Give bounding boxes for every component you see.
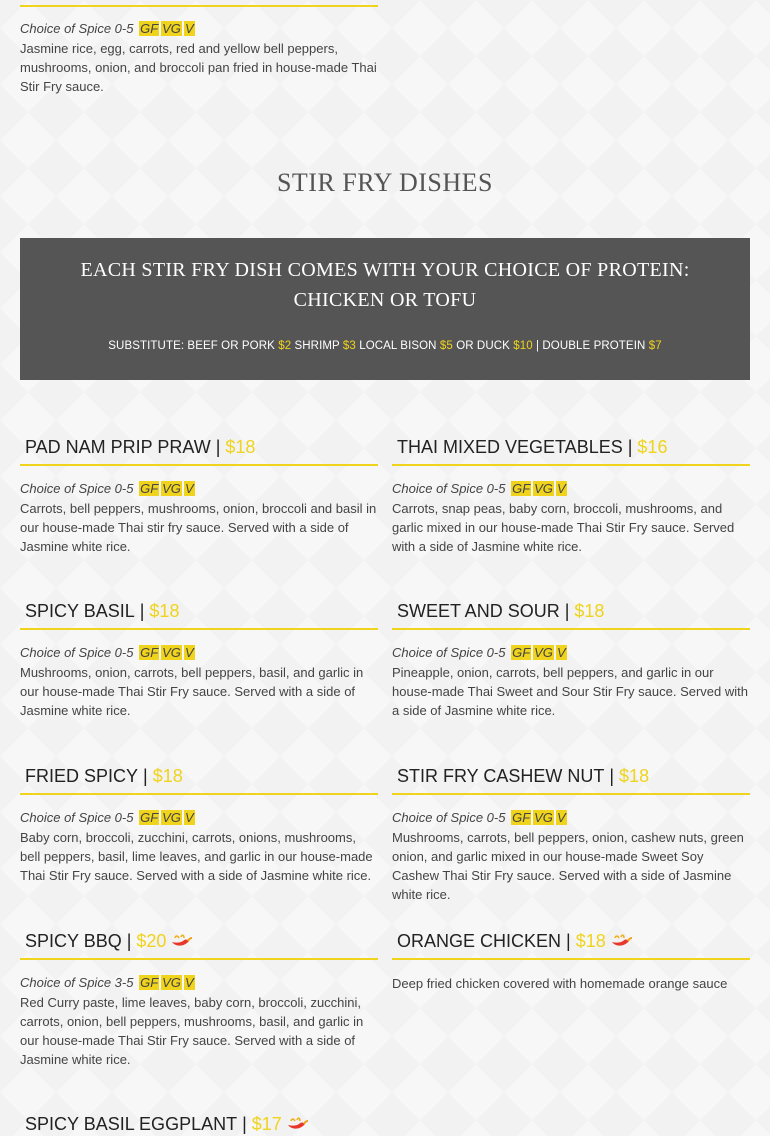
item-price: $20 [136,931,167,951]
item-name: ORANGE CHICKEN [397,931,562,951]
vg-tag: VG [534,810,553,825]
item-title [20,764,378,788]
sub-price: $7 [648,340,662,352]
v-tag: V [556,481,566,496]
sub-price: $2 [278,340,292,352]
v-tag: V [184,481,194,496]
item-title [20,929,378,953]
item-title [20,599,378,623]
item-description: Mushrooms, carrots, bell peppers, onion, cashew nuts, green onion, and garlic mixed in our house-made Sweet Soy Cashew Thai Stir Fry sauce. Served with a side of Jasmine white rice. [392,830,744,902]
menu-item [20,929,378,1069]
item-description: Pineapple, onion, carrots, bell peppers, and garlic in our house-made Thai Sweet and Sour Stir Fry sauce. Served with a side of Jasmine white rice. [392,665,748,718]
spice-prefix: Choice of Spice 0-5 [20,481,134,496]
item-price: $18 [152,766,183,786]
item-title [392,764,750,788]
item-name: FRIED SPICY [25,766,139,786]
separator: | [215,437,221,457]
item-rule [20,958,378,960]
menu-item [20,1112,378,1136]
item-rule [20,793,378,795]
item-description: Deep fried chicken covered with homemade orange sauce [392,976,728,991]
separator: | [143,766,148,786]
item-rule [392,793,750,795]
item-description: Mushrooms, onion, carrots, bell peppers, basil, and garlic in our house-made Thai Stir Fry sauce. Served with a side of Jasmine white rice. [20,665,364,718]
spice-prefix: Choice of Spice 0-5 [392,645,506,660]
spice-prefix: Choice of Spice 0-5 [20,21,134,36]
separator: | [609,766,615,786]
vg-tag: VG [162,975,181,990]
spice-prefix: Choice of Spice 0-5 [392,810,506,825]
item-price: $18 [619,766,650,786]
vg-tag: VG [534,645,553,660]
separator: | [139,601,145,621]
spice-prefix: Choice of Spice 0-5 [392,481,506,496]
gf-tag: GF [140,975,159,990]
gf-tag: GF [140,645,159,660]
spice-level [20,480,378,498]
spice-level [20,20,378,38]
separator: | [627,437,633,457]
separator: | [566,931,571,951]
menu-item [392,764,750,904]
top-menu-item [20,20,378,96]
v-tag: V [184,975,194,990]
gf-tag: GF [140,21,159,36]
separator: | [126,931,132,951]
item-price: $17 [251,1114,282,1134]
item-price: $18 [225,437,256,457]
chili-pepper-icon [169,933,193,949]
v-tag: V [184,810,194,825]
item-description: Carrots, snap peas, baby corn, broccoli, mushrooms, and garlic mixed in our house-made Thai Stir Fry sauce. Served with a side of Jasmine white rice. [392,501,735,554]
item-name: STIR FRY CASHEW NUT [397,766,605,786]
menu-item [20,764,378,885]
spice-level [20,974,378,992]
vg-tag: VG [162,21,181,36]
item-rule [392,628,750,630]
gf-tag: GF [140,810,159,825]
item-price: $18 [575,931,606,951]
item-rule [392,958,750,960]
top-item-rule [20,5,378,7]
item-title [392,599,750,623]
menu-item [20,599,378,720]
menu-item [20,435,378,556]
item-rule [20,464,378,466]
gf-tag: GF [512,645,531,660]
item-description: Red Curry paste, lime leaves, baby corn, broccoli, zucchini, carrots, onion, bell peppers, mushrooms, basil, and garlic in our house-made Thai Stir Fry sauce. Served with a side of Jasmine white rice. [20,995,364,1067]
item-name: SPICY BASIL EGGPLANT [25,1114,238,1134]
vg-tag: VG [162,810,181,825]
item-name: THAI MIXED VEGETABLES [397,437,623,457]
spice-level [392,809,750,827]
item-price: $18 [574,601,605,621]
chili-pepper-icon [285,1116,309,1132]
spice-level [392,480,750,498]
item-title [392,929,750,953]
spice-level [20,809,378,827]
sub-price: $3 [342,340,356,352]
vg-tag: VG [534,481,553,496]
banner-heading: EACH STIR FRY DISH COMES WITH YOUR CHOICE OF PROTEIN: CHICKEN OR TOFU [80,259,690,311]
spice-prefix: Choice of Spice 0-5 [20,810,134,825]
v-tag: V [184,645,194,660]
item-description: Carrots, bell peppers, mushrooms, onion, broccoli and basil in our house-made Thai stir fry sauce. Served with a side of Jasmine white rice. [20,501,377,554]
item-description: Jasmine rice, egg, carrots, red and yellow bell peppers, mushrooms, onion, and broccoli pan fried in house-made Thai Stir Fry sauce. [20,41,377,94]
item-rule [392,464,750,466]
gf-tag: GF [512,810,531,825]
sub-text: OR DUCK [456,340,510,352]
spice-prefix: Choice of Spice 3-5 [20,975,134,990]
v-tag: V [556,645,566,660]
menu-item [392,599,750,720]
sub-price: $5 [439,340,453,352]
item-price: $16 [637,437,668,457]
v-tag: V [184,21,194,36]
menu-item [392,435,750,556]
item-description: Baby corn, broccoli, zucchini, carrots, onions, mushrooms, bell peppers, basil, lime leaves, and garlic in our house-made Thai Stir Fry sauce. Served with a side of Jasmine white rice. [20,830,373,883]
item-title [20,1112,378,1136]
vg-tag: VG [162,645,181,660]
spice-level [392,644,750,662]
separator: | [242,1114,247,1134]
vg-tag: VG [162,481,181,496]
gf-tag: GF [140,481,159,496]
section-title: STIR FRY DISHES [276,168,494,197]
sub-price: $10 [513,340,533,352]
item-name: PAD NAM PRIP PRAW [25,437,211,457]
banner-substitutions [20,340,750,352]
chili-pepper-icon [609,933,633,949]
menu-item [392,929,750,993]
gf-tag: GF [512,481,531,496]
item-name: SPICY BASIL [25,601,135,621]
spice-prefix: Choice of Spice 0-5 [20,645,134,660]
sub-text: SUBSTITUTE: BEEF OR PORK [108,340,275,352]
v-tag: V [556,810,566,825]
sub-text: | DOUBLE PROTEIN [536,340,646,352]
item-rule [20,628,378,630]
spice-level [20,644,378,662]
protein-banner [20,238,750,380]
sub-text: LOCAL BISON [359,340,437,352]
item-title [392,435,750,459]
item-name: SWEET AND SOUR [397,601,560,621]
separator: | [564,601,570,621]
sub-text: SHRIMP [294,340,340,352]
item-title [20,435,378,459]
item-name: SPICY BBQ [25,931,122,951]
item-price: $18 [149,601,180,621]
